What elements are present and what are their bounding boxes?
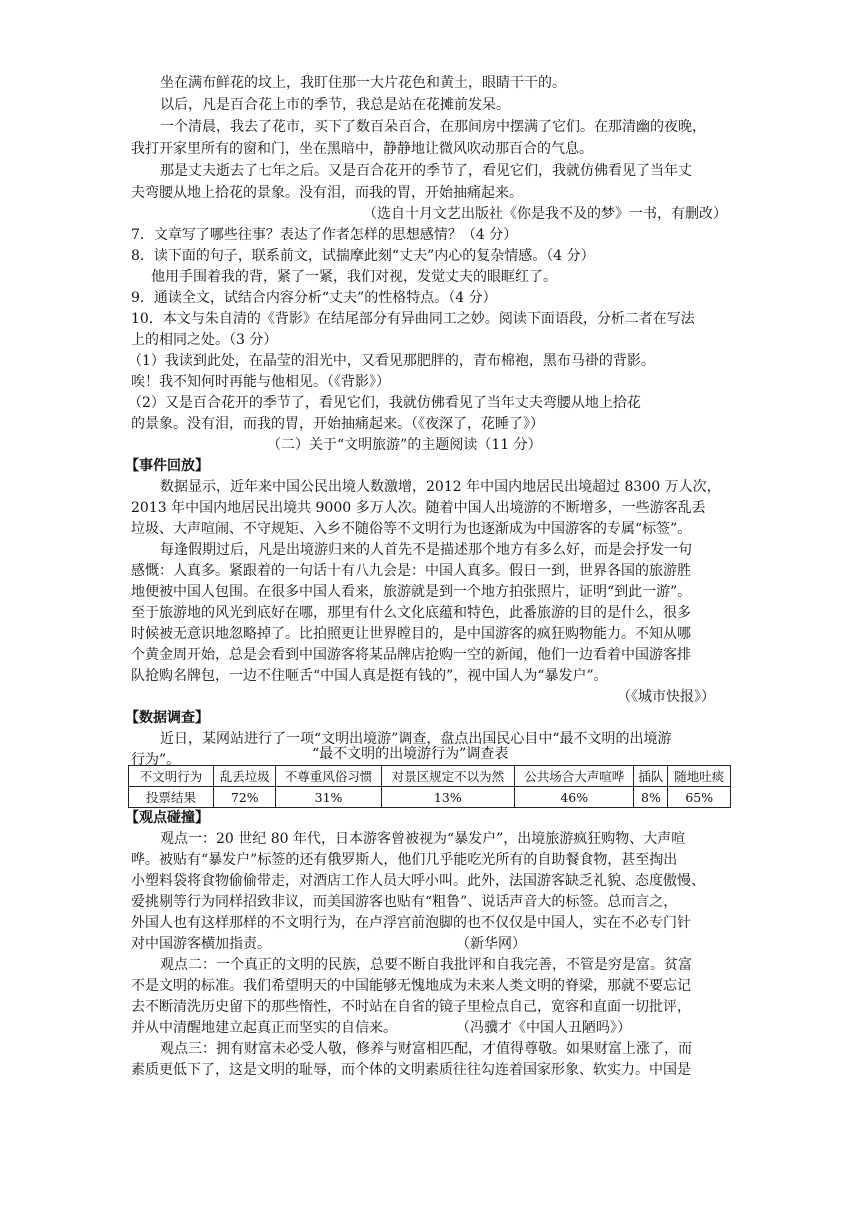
event-line: 数据显示，近年来中国公民出境人数激增，2012 年中国内地居民出境超过 8300 万人次， — [160, 479, 721, 495]
survey-intro-cont: 行为”。 — [131, 752, 181, 768]
table-cell: 公共场合大声喧哗 — [515, 766, 634, 787]
event-line: 至于旅游地的风光到底好在哪，那里有什么文化底蕴和特色，此番旅游的目的是什么，很多 — [131, 605, 691, 621]
view-1-line: 外国人也有这样那样的不文明行为，在卢浮宫前泡脚的也不仅仅是中国人，实在不必专门针 — [131, 915, 691, 931]
table-cell: 8% — [634, 787, 668, 808]
passage-line: 坐在满布鲜花的坟上，我盯住那一大片花色和黄土，眼睛干干的。 — [160, 75, 566, 91]
passage-line: 夫弯腰从地上拾花的景象。没有泪，而我的胃，开始抽痛起来。 — [131, 185, 523, 201]
table-cell: 乱丢垃圾 — [214, 766, 276, 787]
event-heading: 【事件回放】 — [125, 458, 209, 474]
table-row — [129, 787, 731, 808]
question-10-cont: 上的相同之处。（3 分） — [131, 332, 278, 348]
view-3-line: 观点三：拥有财富未必受人敬，修养与财富相匹配，才值得尊敬。如果财富上涨了，而 — [160, 1041, 692, 1057]
event-line: 2013 年中国内地居民出境共 9000 多万人次。随着中国人出境游的不断增多，一些游客乱丢 — [131, 500, 706, 516]
view-3-line: 素质更低下了，这是文明的耻辱，而个体的文明素质往往勾连着国家形象、软实力。中国是 — [131, 1062, 691, 1078]
event-line: 地便被中国人包围。在很多中国人看来，旅游就是到一个地方拍张照片，证明“到此一游”。 — [131, 584, 692, 600]
table-cell: 46% — [515, 787, 634, 808]
passage-line: 以后，凡是百合花上市的季节，我总是站在花摊前发呆。 — [160, 97, 510, 113]
question-10-excerpt-2-cont: 的景象。没有泪，而我的胃，开始抽痛起来。（《夜深了，花睡了》） — [131, 416, 544, 432]
view-2-line: 不是文明的标准。我们希望明天的中国能够无愧地成为未来人类文明的脊梁，那就不要忘记 — [131, 978, 691, 994]
table-cell: 13% — [381, 787, 515, 808]
table-cell: 不尊重风俗习惯 — [276, 766, 381, 787]
question-10-excerpt-2: （2）又是百合花开的季节了，看见它们，我就仿佛看见了当年丈夫弯腰从地上拾花 — [128, 395, 641, 411]
question-10-excerpt-1: （1）我读到此处，在晶莹的泪光中，又看见那肥胖的，青布棉袍，黑布马褂的背影。 — [128, 353, 655, 369]
table-cell: 72% — [214, 787, 276, 808]
event-line: 每逢假期过后，凡是出境游归来的人首先不是描述那个地方有多么好，而是会抒发一句 — [160, 542, 692, 558]
passage-line: 我打开家里所有的窗和门，坐在黑暗中，静静地让微风吹动那百合的气息。 — [131, 141, 593, 157]
view-1-line: 对中国游客横加指责。 — [131, 936, 271, 952]
event-line: 感慨：人真多。紧跟着的一句话十有八九会是：中国人真多。假日一到，世界各国的旅游胜 — [131, 563, 691, 579]
view-1-line: 爱挑剔等行为同样招致非议，而美国游客也贴有“粗鲁”、说话声音大的标签。总而言之， — [131, 894, 678, 910]
table-title-text: “最不文明的出境游行为”调查表 — [312, 746, 509, 762]
view-1-line: 哗。被贴有“暴发户”标签的还有俄罗斯人，他们几乎能吃光所有的自助餐食物，甚至掏出 — [131, 852, 678, 868]
question-8: 8．读下面的句子，联系前文，试揣摩此刻“丈夫”内心的复杂情感。（4 分） — [131, 248, 595, 264]
table-row-label: 投票结果 — [129, 787, 214, 808]
passage-line: 一个清晨，我去了花市，买下了数百朵百合，在那间房中摆满了它们。在那清幽的夜晚， — [160, 119, 706, 135]
survey-table — [128, 765, 731, 808]
view-2-source: （冯骥才《中国人丑陋吗》） — [456, 1020, 631, 1036]
event-line: 个黄金周开始，总是会看到中国游客将某品牌店抢购一空的新闻，他们一边看着中国游客排 — [131, 647, 691, 663]
passage-source: （选自十月文艺出版社《你是我不及的梦》一书，有删改） — [363, 206, 727, 222]
survey-intro: 近日，某网站进行了一项“文明出境游”调查，盘点出国民心目中“最不文明的出境游 — [160, 731, 672, 747]
table-title — [312, 744, 508, 764]
question-10-excerpt-1-cont: 唉！我不知何时再能与他相见。（《背影》） — [131, 374, 390, 390]
table-row — [129, 766, 731, 787]
table-header-label: 不文明行为 — [129, 766, 214, 787]
table-cell: 插队 — [634, 766, 668, 787]
table-cell: 随地吐痰 — [668, 766, 731, 787]
passage-line: 那是丈夫逝去了七年之后。又是百合花开的季节了，看见它们，我就仿佛看见了当年丈 — [160, 163, 692, 179]
view-1-line: 观点一：20 世纪 80 年代，日本游客曾被视为“暴发户”，出境旅游疯狂购物、大声喧 — [160, 831, 686, 847]
table-cell: 31% — [276, 787, 381, 808]
view-2-line: 并从中清醒地建立起真正而坚实的自信来。 — [131, 1020, 397, 1036]
survey-heading: 【数据调查】 — [125, 710, 209, 726]
event-line: 垃圾、大声喧闹、不守规矩、入乡不随俗等不文明行为也逐渐成为中国游客的专属“标签”。 — [131, 521, 692, 537]
view-2-line: 去不断清洗历史留下的那些惰性，不时站在自省的镜子里检点自己，宽容和直面一切批评， — [131, 999, 691, 1015]
question-7: 7．文章写了哪些往事？表达了作者怎样的思想感情？（4 分） — [131, 227, 518, 243]
view-2-line: 观点二：一个真正的文明的民族，总要不断自我批评和自我完善，不管是穷是富。贫富 — [160, 957, 692, 973]
views-heading: 【观点碰撞】 — [125, 810, 209, 826]
table-cell: 65% — [668, 787, 731, 808]
view-1-source: （新华网） — [456, 936, 526, 952]
table-cell: 对景区规定不以为然 — [381, 766, 515, 787]
event-line: 时候被无意识地忽略掉了。比拍照更让世界瞠目的，是中国游客的疯狂购物能力。不知从哪 — [131, 626, 691, 642]
event-source: （《城市快报》） — [617, 689, 715, 705]
event-line: 队抢购名牌包，一边不住咂舌“中国人真是挺有钱的”，视中国人为“暴发户”。 — [131, 668, 608, 684]
question-8-sentence: 他用手围着我的背，紧了一紧，我们对视，发觉丈夫的眼眶红了。 — [151, 269, 557, 285]
view-1-line: 小塑料袋将食物偷偷带走，对酒店工作人员大呼小叫。此外，法国游客缺乏礼貌、态度傲慢、 — [131, 873, 705, 889]
section-title: （二）关于“文明旅游”的主题阅读（11 分） — [267, 437, 542, 453]
question-9: 9．通读全文，试结合内容分析“丈夫”的性格特点。（4 分） — [131, 290, 497, 306]
question-10: 10．本文与朱自清的《背影》在结尾部分有异曲同工之妙。阅读下面语段，分析二者在写法 — [131, 311, 695, 327]
